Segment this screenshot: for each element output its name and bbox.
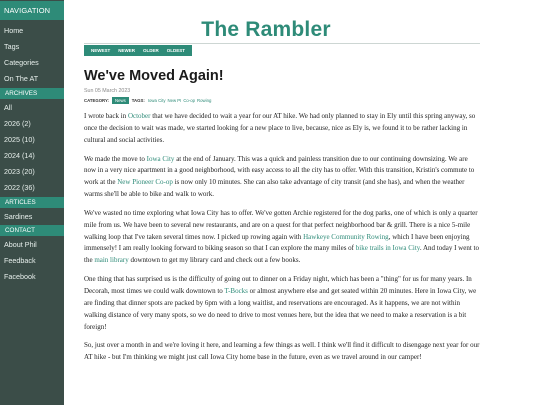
site-title[interactable]: The Rambler (201, 18, 331, 41)
title-divider (84, 43, 480, 44)
post-body (84, 111, 481, 371)
contact-item-about-phil[interactable]: About Phil (4, 240, 37, 249)
archive-item-2024[interactable]: 2024 (14) (4, 151, 35, 160)
post-pager (84, 45, 192, 56)
iowa-city-link[interactable]: Iowa City (146, 154, 175, 163)
article-item-sardines[interactable]: Sardines (4, 212, 33, 221)
post-paragraph (84, 111, 481, 147)
category-label: CATEGORY: (84, 98, 109, 103)
articles-header: ARTICLES (0, 197, 64, 208)
paragraph-text: or almost anywhere else and get seated within 20 minutes. Here in Iowa City, we are finding that dinner spots are packed by 6pm with a long waitlist, and reservations are encouraged. As it happens, we are not within walking distance of very many spots, so we do need to drive to most venues here, but the idea that we need to make a reservation is a bit foreign! (84, 286, 477, 331)
archive-item-2022[interactable]: 2022 (36) (4, 183, 35, 192)
tag-link[interactable]: Iowa City (147, 98, 166, 103)
post-date: Sun 05 March 2023 (84, 88, 131, 94)
contact-header: CONTACT (0, 225, 64, 236)
sidebar-item-categories[interactable]: Categories (4, 58, 39, 67)
sidebar (0, 0, 64, 405)
archive-item-2023[interactable]: 2023 (20) (4, 167, 35, 176)
navigation-header: NAVIGATION (0, 1, 64, 20)
main-content (64, 0, 540, 405)
oldest-link[interactable]: OLDEST (166, 48, 186, 53)
post-paragraph (84, 274, 481, 333)
bike-trails-link[interactable]: bike trails in Iowa City (355, 244, 420, 253)
paragraph-text: So, just over a month in and we're loving it here, and learning a few things as well. I think we'll find it difficult to disengage next year for our AT hike - but I'm thinking we might just call Iowa City home base in the future, even as we travel around in our camper! (84, 341, 480, 362)
paragraph-text: that we have decided to wait a year for our AT hike. We had only planned to stay in Ely until this spring anyway, so once the decision to wait was made, we started looking for a new place to live, because, nice as Ely is, we found it to be rather lacking in cultural and social activities. (84, 112, 476, 144)
sidebar-item-tags[interactable]: Tags (4, 42, 20, 51)
paragraph-text: I wrote back in (84, 112, 128, 120)
archive-item-2026[interactable]: 2026 (2) (4, 119, 31, 128)
main-library-link[interactable]: main library (94, 256, 129, 265)
new-pioneer-coop-link[interactable]: New Pioneer Co-op (117, 178, 173, 187)
paragraph-text: One thing that has surprised us is the difficulty of going out to dinner on a Friday night, which has been a "thing" for us for many years. In Decorah, most times we could walk downtown to (84, 275, 472, 295)
tag-link[interactable]: Co-op (183, 98, 196, 103)
contact-item-feedback[interactable]: Feedback (4, 256, 36, 265)
post-paragraph (84, 154, 481, 201)
t-bocks-link[interactable]: T-Bocks (224, 286, 248, 295)
category-badge[interactable]: News (112, 97, 129, 104)
paragraph-text: We've wasted no time exploring what Iowa City has to offer. We've gotten Archie registered for the dog parks, one of which is only a quarter mile from us. We have been to several new restaurants, and are on a quest for that perfect neighborhood bar & grill. There is a nice 5-mile walking loop that I've taken several times now. I picked up rowing again with (84, 208, 478, 241)
contact-item-facebook[interactable]: Facebook (4, 272, 36, 281)
paragraph-text: , which I have been enjoying immensely! I am really looking forward to biking season so that I can explore the many miles of (84, 232, 470, 253)
sidebar-item-home[interactable]: Home (4, 26, 24, 35)
post-meta (84, 97, 213, 104)
tag-link[interactable]: New PI (167, 98, 182, 103)
hawkeye-rowing-link[interactable]: Hawkeye Community Rowing (303, 232, 389, 241)
post-paragraph (84, 340, 481, 364)
post-paragraph (84, 208, 481, 267)
paragraph-text: at the end of January. This was a quick and painless transition due to our continuing downsizing. We are now in a very nice apartment in a good neighborhood, with easy access to all the city has to offer. With this transition, Kristin's commute to work at the (84, 154, 475, 187)
paragraph-text: . And today I went to the (84, 244, 479, 265)
archive-item-all[interactable]: All (4, 103, 12, 112)
archives-header: ARCHIVES (0, 88, 64, 99)
paragraph-text: is now only 10 minutes. She can also take advantage of city transit (and she has), and when the weather warms she'll be able to bike and walk to work. (84, 178, 465, 199)
newest-link[interactable]: NEWEST (91, 48, 111, 53)
older-link[interactable]: OLDER (143, 48, 159, 53)
october-post-link[interactable]: October (127, 112, 151, 120)
archive-item-2025[interactable]: 2025 (10) (4, 135, 35, 144)
paragraph-text: downtown to get my library card and check out a few books. (128, 256, 301, 265)
newer-link[interactable]: NEWER (118, 48, 136, 53)
tag-link[interactable]: Rowing (197, 98, 212, 103)
paragraph-text: We made the move to (84, 154, 147, 163)
sidebar-item-on-the-at[interactable]: On The AT (4, 74, 39, 83)
tags-label: TAGS: (131, 98, 145, 103)
post-title: We've Moved Again! (84, 68, 224, 84)
